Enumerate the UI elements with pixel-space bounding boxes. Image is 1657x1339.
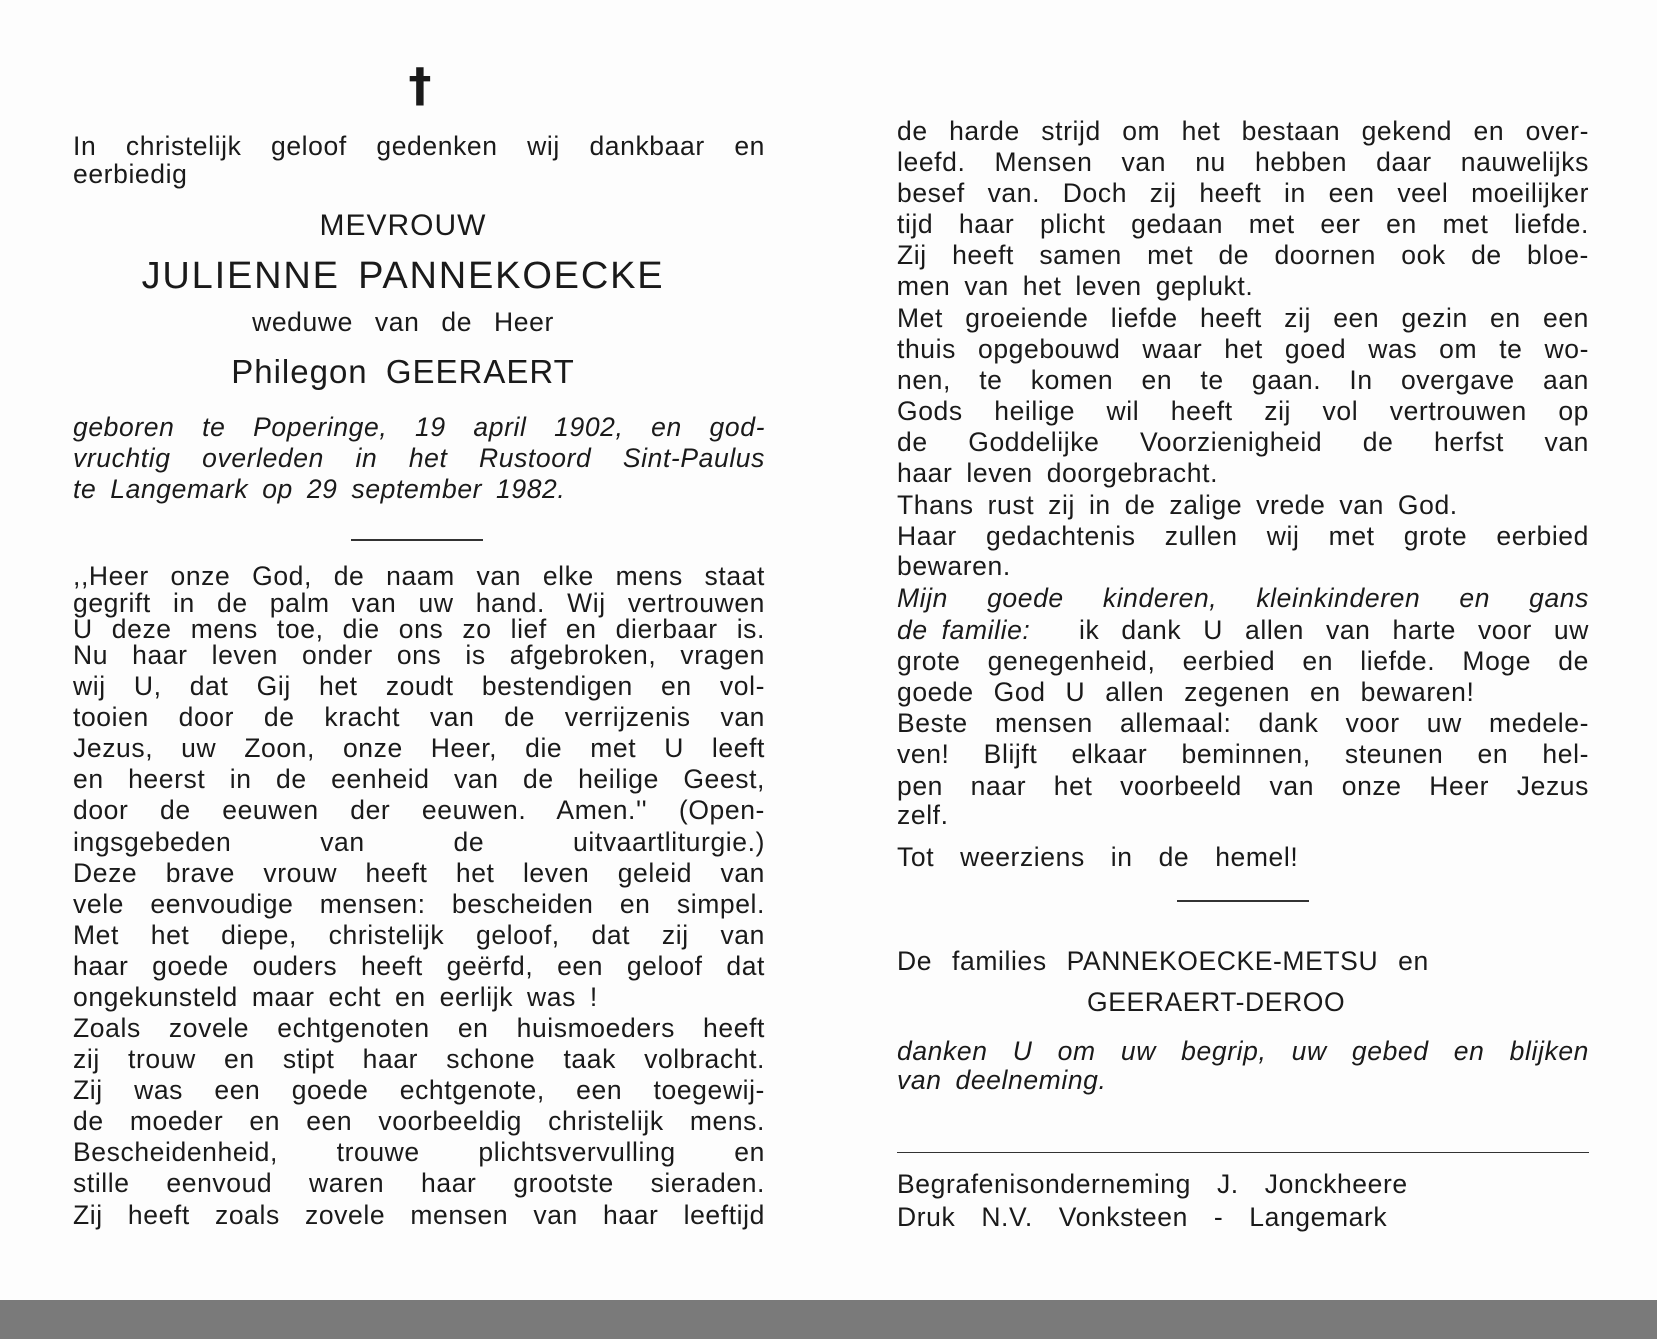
message-line: ven! Blijft elkaar beminnen, steunen en hel- (897, 739, 1589, 769)
message-line: Beste mensen allemaal: dank voor uw medele- (897, 708, 1589, 738)
body-line: Deze brave vrouw heeft het leven geleid van (73, 858, 765, 888)
body-line: nen, te komen en te gaan. In overgave aan (897, 365, 1589, 395)
body-line: tijd haar plicht gedaan met eer en met liefde. (897, 209, 1589, 239)
body-line: Met groeiende liefde heeft zij een gezin en een (897, 303, 1589, 333)
body-line: de moeder en een voorbeeldig christelijk mens. (73, 1106, 765, 1136)
body-line: Zij heeft zoals zovele mensen van haar leeftijd (73, 1200, 765, 1230)
families-line: De families PANNEKOECKE-METSU en (897, 946, 1429, 976)
body-line: U deze mens toe, die ons zo lief en dierbaar is. (73, 614, 765, 644)
message-line (897, 615, 1589, 645)
message-line: Mijn goede kinderen, kleinkinderen en gans (897, 583, 1589, 613)
body-line: de harde strijd om het bestaan gekend en over- (897, 116, 1589, 146)
divider-line (351, 539, 483, 541)
body-line: ingsgebeden van de uitvaartliturgie.) (73, 827, 765, 857)
body-line: men van het leven geplukt. (897, 271, 1254, 301)
spouse-name: Philegon GEERAERT (231, 353, 575, 390)
body-line: leefd. Mensen van nu hebben daar nauwelijks (897, 147, 1589, 177)
body-line: ,,Heer onze God, de naam van elke mens staat (73, 561, 765, 591)
cross-icon: † (408, 58, 432, 112)
body-line: vele eenvoudige mensen: bescheiden en simpel. (73, 889, 765, 919)
body-line: Zoals zovele echtgenoten en huismoeders heeft (73, 1013, 765, 1043)
body-line: bewaren. (897, 551, 1011, 581)
undertaker-text: Begrafenisonderneming J. Jonckheere (897, 1169, 1408, 1199)
printer-text: Druk N.V. Vonksteen - Langemark (897, 1202, 1388, 1232)
body-line: Nu haar leven onder ons is afgebroken, vragen (73, 640, 765, 670)
farewell-text: Tot weerziens in de hemel! (897, 842, 1299, 872)
body-line: Thans rust zij in de zalige vrede van God. (897, 490, 1458, 520)
footer-divider-line (897, 1152, 1589, 1153)
birth-line: vruchtig overleden in het Rustoord Sint-Paulus (73, 443, 765, 473)
body-line: Met het diepe, christelijk geloof, dat zij van (73, 920, 765, 950)
title-text: MEVROUW (319, 209, 487, 242)
intro-line: eerbiedig (73, 159, 188, 189)
body-line: Bescheidenheid, trouwe plichtsvervulling en (73, 1137, 765, 1167)
body-line: gegrift in de palm van uw hand. Wij vertrouwen (73, 588, 765, 618)
scan-border (0, 1300, 1657, 1339)
thanks-line: van deelneming. (897, 1065, 1107, 1095)
body-line: door de eeuwen der eeuwen. Amen.'' (Open- (73, 795, 765, 825)
body-line: haar goede ouders heeft geërfd, een geloof dat (73, 951, 765, 981)
body-line: zij trouw en stipt haar schone taak volbracht. (73, 1044, 765, 1074)
message-line-rest: ik dank U allen van harte voor uw (1079, 615, 1589, 645)
birth-line: geboren te Poperinge, 19 april 1902, en god- (73, 412, 765, 442)
body-line: de Goddelijke Voorzienigheid de herfst van (897, 427, 1589, 457)
body-line: wij U, dat Gij het zoudt bestendigen en vol- (73, 671, 765, 701)
thanks-line: danken U om uw begrip, uw gebed en blijken (897, 1036, 1589, 1066)
body-line: Gods heilige wil heeft zij vol vertrouwen op (897, 396, 1589, 426)
message-line: zelf. (897, 800, 949, 830)
body-line: ongekunsteld maar echt en eerlijk was ! (73, 982, 598, 1012)
message-line: grote genegenheid, eerbied en liefde. Moge de (897, 646, 1589, 676)
families-line: GEERAERT-DEROO (1087, 987, 1346, 1017)
body-line: tooien door de kracht van de verrijzenis van (73, 702, 765, 732)
body-line: stille eenvoud waren haar grootste sieraden. (73, 1168, 765, 1198)
body-line: Jezus, uw Zoon, onze Heer, die met U leeft (73, 733, 765, 763)
body-line: Zij was een goede echtgenote, een toegewij- (73, 1075, 765, 1105)
deceased-name: JULIENNE PANNEKOECKE (141, 255, 665, 297)
divider-line (1177, 900, 1309, 902)
intro-line: In christelijk geloof gedenken wij dankbaar en (73, 131, 765, 161)
body-line: thuis opgebouwd waar het goed was om te wo- (897, 334, 1589, 364)
message-family-label: de familie: (897, 615, 1031, 645)
body-line: haar leven doorgebracht. (897, 458, 1219, 488)
body-line: Haar gedachtenis zullen wij met grote eerbied (897, 521, 1589, 551)
body-line: Zij heeft samen met de doornen ook de bloe- (897, 240, 1589, 270)
birth-line: te Langemark op 29 september 1982. (73, 474, 566, 504)
body-line: besef van. Doch zij heeft in een veel moeilijker (897, 178, 1589, 208)
body-line: en heerst in de eenheid van de heilige Geest, (73, 764, 765, 794)
message-line: pen naar het voorbeeld van onze Heer Jezus (897, 771, 1589, 801)
relation-text: weduwe van de Heer (252, 307, 554, 337)
message-line: goede God U allen zegenen en bewaren! (897, 677, 1475, 707)
